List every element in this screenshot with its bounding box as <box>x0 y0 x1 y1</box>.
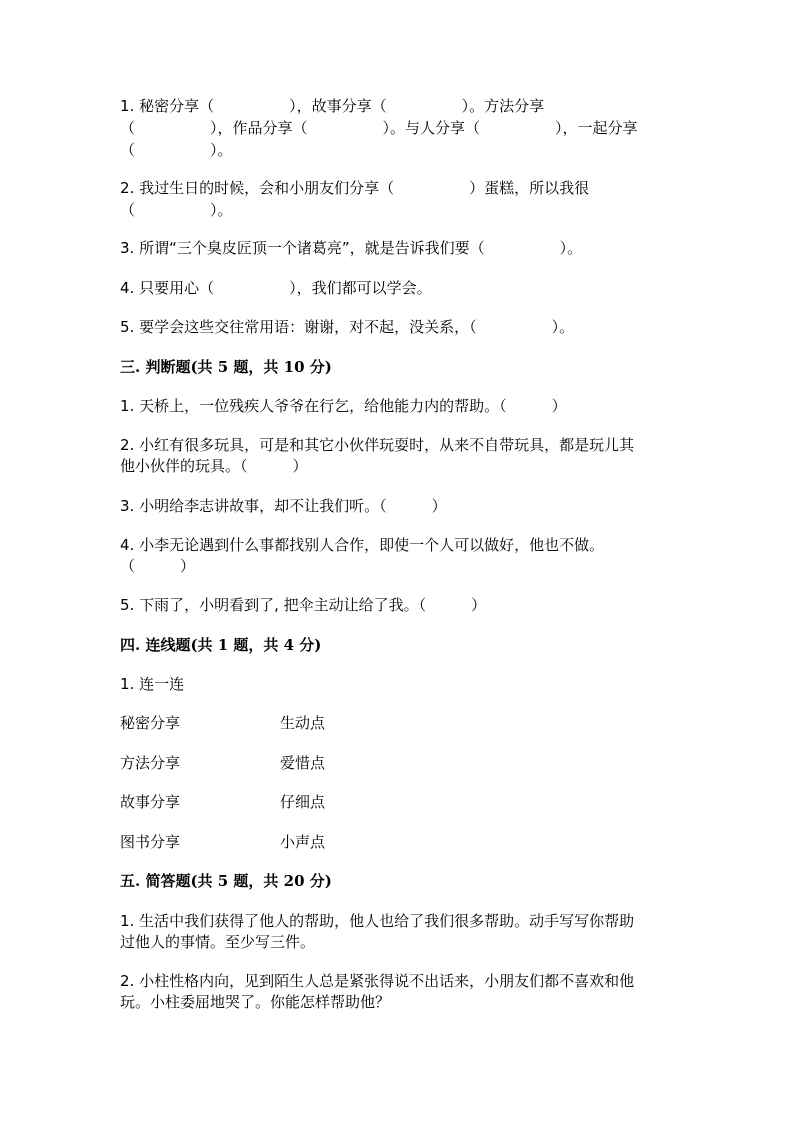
match-q1: 1. 连一连 <box>120 675 185 693</box>
section4-heading: 四. 连线题(共 1 题，共 4 分) <box>120 636 322 654</box>
tf-q3: 3. 小明给李志讲故事，却不让我们听。（ ） <box>120 497 447 515</box>
tf-q2-line1: 2. 小红有很多玩具，可是和其它小伙伴玩耍时，从来不自带玩具，都是玩儿其 <box>120 436 635 454</box>
match-right-item: 仔细点 <box>280 793 326 811</box>
tf-q1: 1. 天桥上，一位残疾人爷爷在行乞，给他能力内的帮助。（ ） <box>120 397 567 415</box>
fill-q3: 3. 所谓“三个臭皮匠顶一个诸葛亮”，就是告诉我们要（ ）。 <box>120 239 583 257</box>
match-left-item: 故事分享 <box>120 793 181 811</box>
tf-q4-line2: （ ） <box>120 557 196 575</box>
sa-q1-line1: 1. 生活中我们获得了他人的帮助，他人也给了我们很多帮助。动手写写你帮助 <box>120 912 635 930</box>
match-right-item: 爱惜点 <box>280 754 326 772</box>
section3-heading: 三. 判断题(共 5 题，共 10 分) <box>120 358 332 376</box>
match-right-item: 小声点 <box>280 833 326 851</box>
section5-heading: 五. 简答题(共 5 题，共 20 分) <box>120 872 332 890</box>
fill-q1-line2: （ ），作品分享（ ）。与人分享（ ），一起分享 <box>120 119 638 137</box>
fill-q4: 4. 只要用心（ ），我们都可以学会。 <box>120 279 432 297</box>
sa-q2-line2: 玩。小柱委屈地哭了。你能怎样帮助他？ <box>120 993 391 1011</box>
fill-q5: 5. 要学会这些交往常用语：谢谢，对不起，没关系，（ ）。 <box>120 318 575 336</box>
match-left-item: 图书分享 <box>120 833 181 851</box>
tf-q5: 5. 下雨了，小明看到了, 把伞主动让给了我。（ ） <box>120 596 487 614</box>
match-right-item: 生动点 <box>280 714 326 732</box>
match-left-item: 方法分享 <box>120 754 181 772</box>
tf-q2-line2: 他小伙伴的玩具。（ ） <box>120 457 308 475</box>
match-left-item: 秘密分享 <box>120 714 181 732</box>
fill-q2-line1: 2. 我过生日的时候，会和小朋友们分享（ ）蛋糕，所以我很 <box>120 179 590 197</box>
sa-q1-line2: 过他人的事情。至少写三件。 <box>120 933 316 951</box>
sa-q2-line1: 2. 小柱性格内向，见到陌生人总是紧张得说不出话来，小朋友们都不喜欢和他 <box>120 972 635 990</box>
fill-q1-line3: （ ）。 <box>120 141 233 159</box>
fill-q2-line2: （ ）。 <box>120 201 233 219</box>
tf-q4-line1: 4. 小李无论遇到什么事都找别人合作，即使一个人可以做好，他也不做。 <box>120 536 605 554</box>
fill-q1-line1: 1. 秘密分享（ ），故事分享（ ）。方法分享 <box>120 97 545 115</box>
